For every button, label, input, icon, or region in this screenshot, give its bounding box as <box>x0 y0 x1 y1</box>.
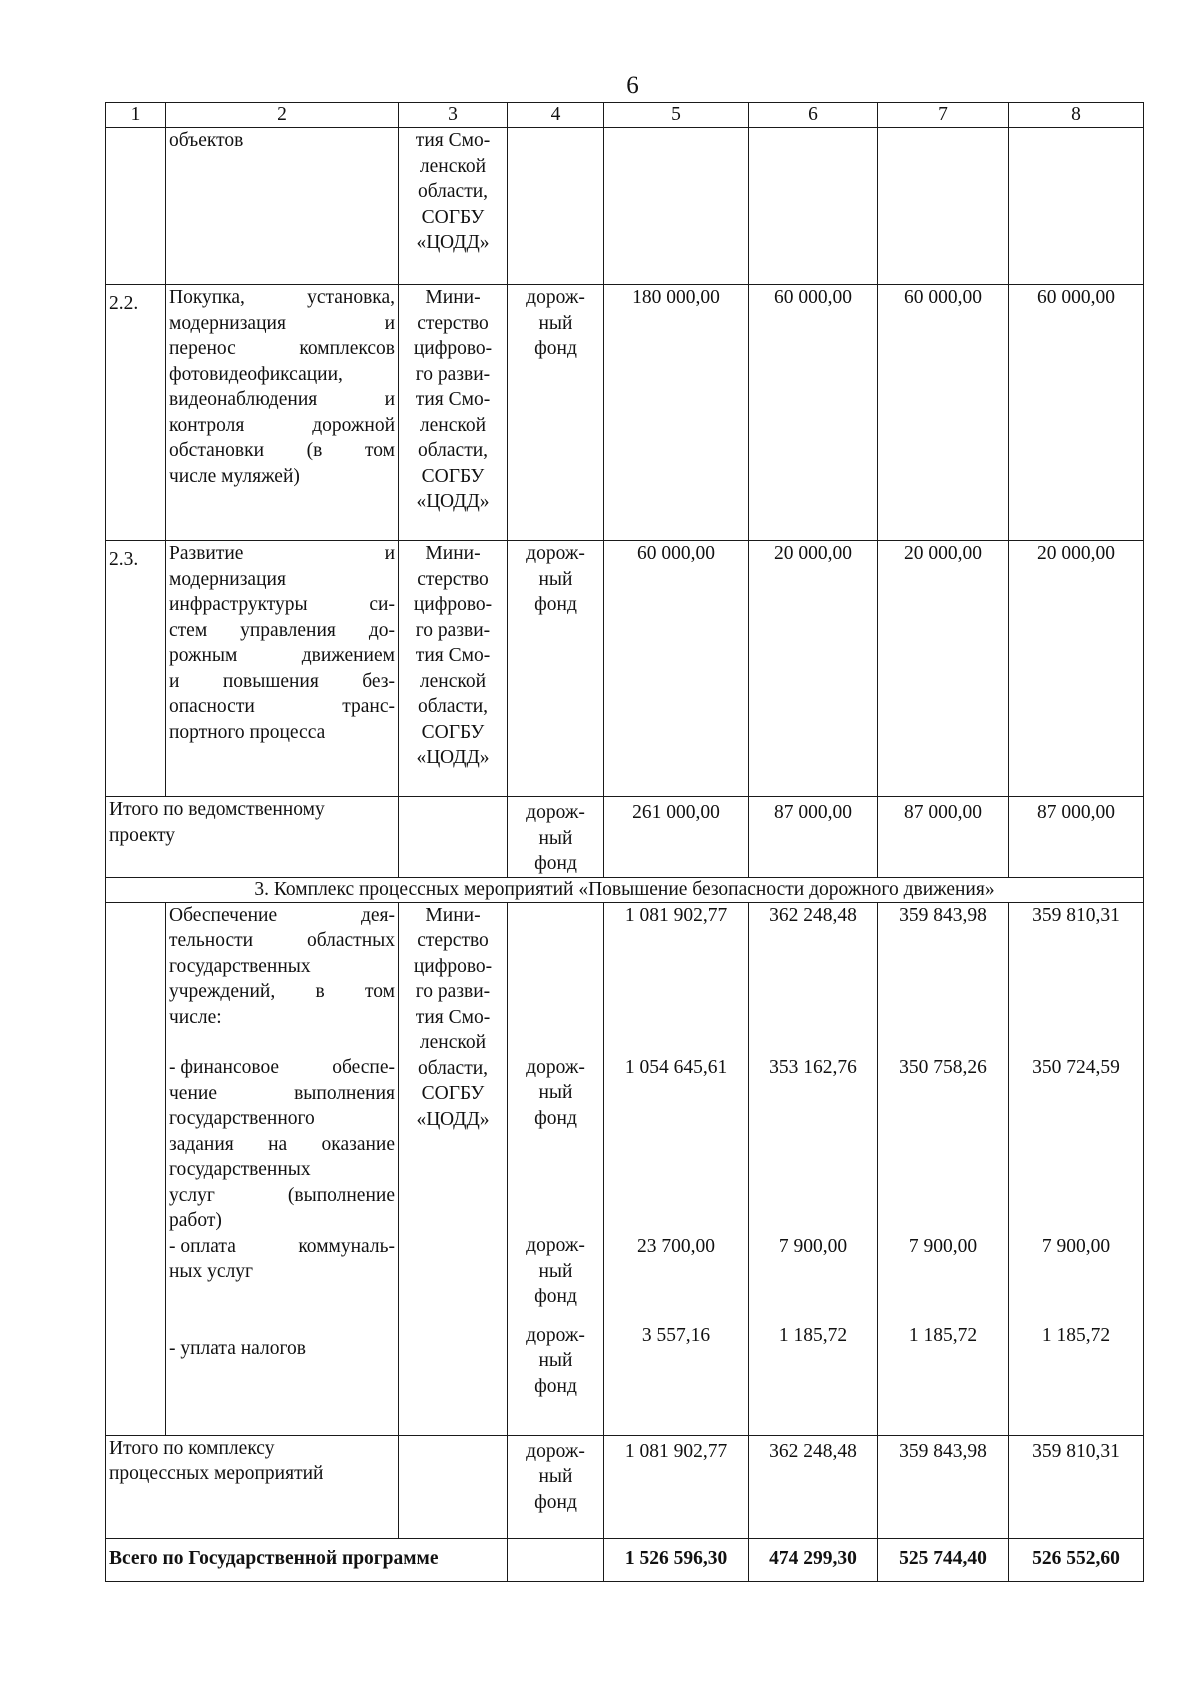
section-header-row <box>106 877 1144 902</box>
text-line <box>169 1081 395 1107</box>
value-col8: 60 000,00 <box>1009 285 1144 541</box>
text-line: цифрово- <box>413 338 493 359</box>
value-col8: 359 810,31 <box>1009 1435 1144 1538</box>
item-name <box>166 541 399 797</box>
text-line: фонд <box>534 1375 577 1397</box>
text-line: Итого по ведомственному <box>109 799 325 820</box>
text-line <box>169 1208 395 1234</box>
word: том <box>365 440 395 461</box>
text-line: «ЦОДД» <box>416 1108 490 1130</box>
text-line: стерство <box>417 312 489 334</box>
value-col8: 359 810,31 350 724,59 7 900,00 1 185,72 <box>1009 902 1144 1435</box>
word: управления <box>240 619 336 641</box>
item-number: 2.2. <box>106 285 166 541</box>
text-line: стерство <box>417 930 489 951</box>
funding-source <box>508 285 604 541</box>
text-line: области, <box>417 440 489 461</box>
responsible <box>399 128 508 285</box>
value-col5: 1 081 902,77 1 054 645,61 23 700,00 3 557,16 <box>604 902 749 1435</box>
word: комплексов <box>299 338 395 359</box>
responsible <box>399 902 508 1435</box>
value-col6: 20 000,00 <box>749 541 878 797</box>
text-line: фонд <box>534 1107 577 1129</box>
text-line: дорож- <box>526 1324 585 1346</box>
word: ных услуг <box>169 1261 254 1282</box>
col-header: 6 <box>749 103 878 128</box>
word: числе: <box>169 1006 222 1028</box>
text-line <box>169 1259 395 1285</box>
text-line: проекту <box>109 824 176 846</box>
table-row-2-3 <box>106 541 1144 797</box>
text-line: дорож- <box>526 1235 585 1256</box>
name-utilities <box>169 1234 395 1285</box>
value-col6: 60 000,00 <box>749 285 878 541</box>
text-line <box>169 413 395 439</box>
total-complex-row <box>106 1435 1144 1538</box>
value-col5: 60 000,00 <box>604 541 749 797</box>
total-label <box>106 797 399 878</box>
value-col6: 362 248,48 <box>749 1435 878 1538</box>
word: оказание <box>321 1133 395 1155</box>
text-line: СОГБУ <box>421 1083 485 1104</box>
text-line: дорож- <box>526 543 585 564</box>
header-row <box>106 103 1144 128</box>
item-name <box>166 285 399 541</box>
value-col8: 20 000,00 <box>1009 541 1144 797</box>
source-taxes <box>511 1323 600 1400</box>
word: движением <box>301 645 395 666</box>
word: установка, <box>307 287 395 308</box>
text-line: ный <box>538 1466 573 1487</box>
text-line: тия Смо- <box>415 389 491 410</box>
text-line: Мини- <box>425 543 481 564</box>
text-line: ленской <box>419 670 487 692</box>
word: задания <box>169 1133 234 1155</box>
name-financing <box>169 1055 395 1234</box>
word: транс- <box>342 696 395 717</box>
word: опасности <box>169 696 255 717</box>
text-line: дорож- <box>526 802 585 823</box>
text-line <box>169 1183 395 1209</box>
text-line <box>169 1005 395 1031</box>
word: до- <box>368 619 395 641</box>
text-line: области, <box>417 1057 489 1079</box>
text-line <box>169 954 395 980</box>
word: (в <box>306 440 323 461</box>
col-header: 5 <box>604 103 749 128</box>
value-col5: 180 000,00 <box>604 285 749 541</box>
text-line: фонд <box>534 853 577 874</box>
text-line <box>169 285 395 311</box>
text-line: ный <box>538 827 573 849</box>
item-name: объектов <box>166 128 399 285</box>
word: числе муляжей) <box>169 465 300 487</box>
text-line: тия Смо- <box>415 130 491 151</box>
text-line <box>169 541 395 567</box>
value-col6: 87 000,00 <box>749 797 878 878</box>
word: учреждений, <box>169 981 276 1002</box>
text-line: цифрово- <box>413 594 493 615</box>
word: государственных <box>169 955 311 977</box>
word: обстановки <box>169 440 265 461</box>
word: инфраструктуры <box>169 594 308 615</box>
value-col7: 359 843,98 350 758,26 7 900,00 1 185,72 <box>878 902 1009 1435</box>
word: портного процесса <box>169 721 326 743</box>
col-header: 2 <box>166 103 399 128</box>
total-label <box>106 1435 399 1538</box>
text-line: тия Смо- <box>415 1006 491 1028</box>
text-line: ный <box>538 1350 573 1371</box>
word: на <box>268 1133 288 1155</box>
word: видеонаблюдения <box>169 389 318 410</box>
text-line <box>169 643 395 669</box>
col-header: 8 <box>1009 103 1144 128</box>
funding-source <box>508 541 604 797</box>
text-line: ный <box>538 568 573 590</box>
word: повышения <box>222 670 319 692</box>
word: модернизация <box>169 568 286 590</box>
funding-source <box>508 1435 604 1538</box>
text-line <box>169 1106 395 1132</box>
text-line: СОГБУ <box>421 721 485 743</box>
word: и <box>384 312 395 334</box>
word: модернизация <box>169 312 286 334</box>
text-line: дорож- <box>526 1440 585 1462</box>
text-line <box>169 362 395 388</box>
word: в <box>315 981 325 1002</box>
word: областных <box>306 930 395 951</box>
word: государственных <box>169 1159 311 1180</box>
value-col7: 87 000,00 <box>878 797 1009 878</box>
text-line: фонд <box>534 1491 577 1513</box>
word: контроля <box>169 414 245 436</box>
word: - уплата налогов <box>169 1337 306 1359</box>
text-line: ный <box>538 1082 573 1103</box>
text-line <box>169 592 395 618</box>
text-line: Итого по комплексу <box>109 1437 275 1459</box>
text-line <box>169 567 395 593</box>
word: Обеспечение <box>169 904 278 926</box>
col-header: 3 <box>399 103 508 128</box>
word: и <box>169 670 180 692</box>
source-financing <box>511 1055 600 1132</box>
word: государственного <box>169 1108 315 1129</box>
text-line: го разви- <box>415 619 491 641</box>
col-header: 1 <box>106 103 166 128</box>
text-line <box>169 979 395 1005</box>
word: работ) <box>169 1210 222 1231</box>
item-number: 2.3. <box>106 541 166 797</box>
word: фотовидеофиксации, <box>169 363 343 385</box>
text-line <box>169 1336 395 1362</box>
word: и <box>384 389 395 410</box>
text-line: цифрово- <box>413 955 493 977</box>
source-utilities <box>511 1233 600 1310</box>
text-line <box>169 1132 395 1158</box>
word: без- <box>362 670 395 692</box>
name-main <box>169 903 395 1031</box>
text-line <box>169 464 395 490</box>
col-header: 7 <box>878 103 1009 128</box>
word: - финансовое <box>169 1057 280 1078</box>
text-line <box>169 928 395 954</box>
total-dept-row <box>106 797 1144 878</box>
text-line <box>169 1055 395 1081</box>
text-line <box>169 311 395 337</box>
text-line <box>169 1234 395 1260</box>
continuation-row <box>106 128 1144 285</box>
text-line: ный <box>538 1260 573 1282</box>
text-line: Мини- <box>425 287 481 308</box>
word: том <box>365 981 395 1002</box>
text-line <box>169 903 395 929</box>
word: дорожной <box>312 414 395 436</box>
word: обеспе- <box>332 1057 395 1078</box>
value-col7: 359 843,98 <box>878 1435 1009 1538</box>
grand-total-label: Всего по Государственной программе <box>106 1538 508 1582</box>
col-header: 4 <box>508 103 604 128</box>
text-line: процессных мероприятий <box>109 1463 324 1484</box>
word: рожным <box>169 645 238 666</box>
word: коммуналь- <box>298 1235 395 1257</box>
value-col7: 20 000,00 <box>878 541 1009 797</box>
text-line: СОГБУ <box>421 206 485 228</box>
text-line <box>169 336 395 362</box>
responsible <box>399 541 508 797</box>
word: (выполнение <box>287 1184 395 1206</box>
item-name <box>166 902 399 1435</box>
word: перенос <box>169 338 236 359</box>
name-taxes <box>169 1336 395 1362</box>
word: стем <box>169 619 208 641</box>
word: чение <box>169 1082 217 1104</box>
value-col5: 1 526 596,30 <box>604 1538 749 1582</box>
text-line <box>169 387 395 413</box>
text-line: СОГБУ <box>421 465 485 487</box>
text-line: «ЦОДД» <box>416 491 490 512</box>
word: услуг <box>169 1184 215 1206</box>
text-line: области, <box>417 181 489 202</box>
text-line: тия Смо- <box>415 645 491 666</box>
table-row-2-2 <box>106 285 1144 541</box>
value-col6: 362 248,48 353 162,76 7 900,00 1 185,72 <box>749 902 878 1435</box>
value-col7: 60 000,00 <box>878 285 1009 541</box>
word: выполнения <box>294 1082 395 1104</box>
value-col8: 87 000,00 <box>1009 797 1144 878</box>
word: дея- <box>360 904 395 926</box>
page-number: 6 <box>626 72 639 99</box>
text-line <box>169 618 395 644</box>
grand-total-row <box>106 1538 1144 1582</box>
text-line <box>169 669 395 695</box>
text-line: го разви- <box>415 981 491 1002</box>
text-line: «ЦОДД» <box>416 747 490 768</box>
text-line <box>169 438 395 464</box>
word: тельности <box>169 930 254 951</box>
funding-source <box>508 797 604 878</box>
text-line: дорож- <box>526 1056 585 1078</box>
text-line: ленской <box>419 155 487 177</box>
value-col8: 526 552,60 <box>1009 1538 1144 1582</box>
word: и <box>384 543 395 564</box>
text-line: го разви- <box>415 363 491 385</box>
section-title: 3. Комплекс процессных мероприятий «Повышение безопасности дорожного движения» <box>106 877 1144 902</box>
word: Покупка, <box>169 287 245 308</box>
word: Развитие <box>169 543 244 564</box>
text-line: фонд <box>534 1286 577 1307</box>
word: - оплата <box>169 1235 236 1257</box>
value-col5: 261 000,00 <box>604 797 749 878</box>
word: си- <box>369 594 395 615</box>
text-line: ленской <box>419 414 487 436</box>
funding-source <box>508 902 604 1435</box>
text-line: ный <box>538 312 573 334</box>
table-row-3 <box>106 902 1144 1435</box>
text-line: стерство <box>417 568 489 590</box>
text-line <box>169 720 395 746</box>
text-line: фонд <box>534 594 577 615</box>
responsible <box>399 285 508 541</box>
text-line: дорож- <box>526 287 585 308</box>
value-col5: 1 081 902,77 <box>604 1435 749 1538</box>
program-table <box>105 102 1144 1582</box>
value-col7: 525 744,40 <box>878 1538 1009 1582</box>
text-line: фонд <box>534 338 577 359</box>
text-line: области, <box>417 696 489 717</box>
text-line: Мини- <box>425 904 481 926</box>
text-line <box>169 1157 395 1183</box>
value-col6: 474 299,30 <box>749 1538 878 1582</box>
text-line <box>169 694 395 720</box>
text-line: «ЦОДД» <box>416 232 490 253</box>
text-line: ленской <box>419 1032 487 1053</box>
